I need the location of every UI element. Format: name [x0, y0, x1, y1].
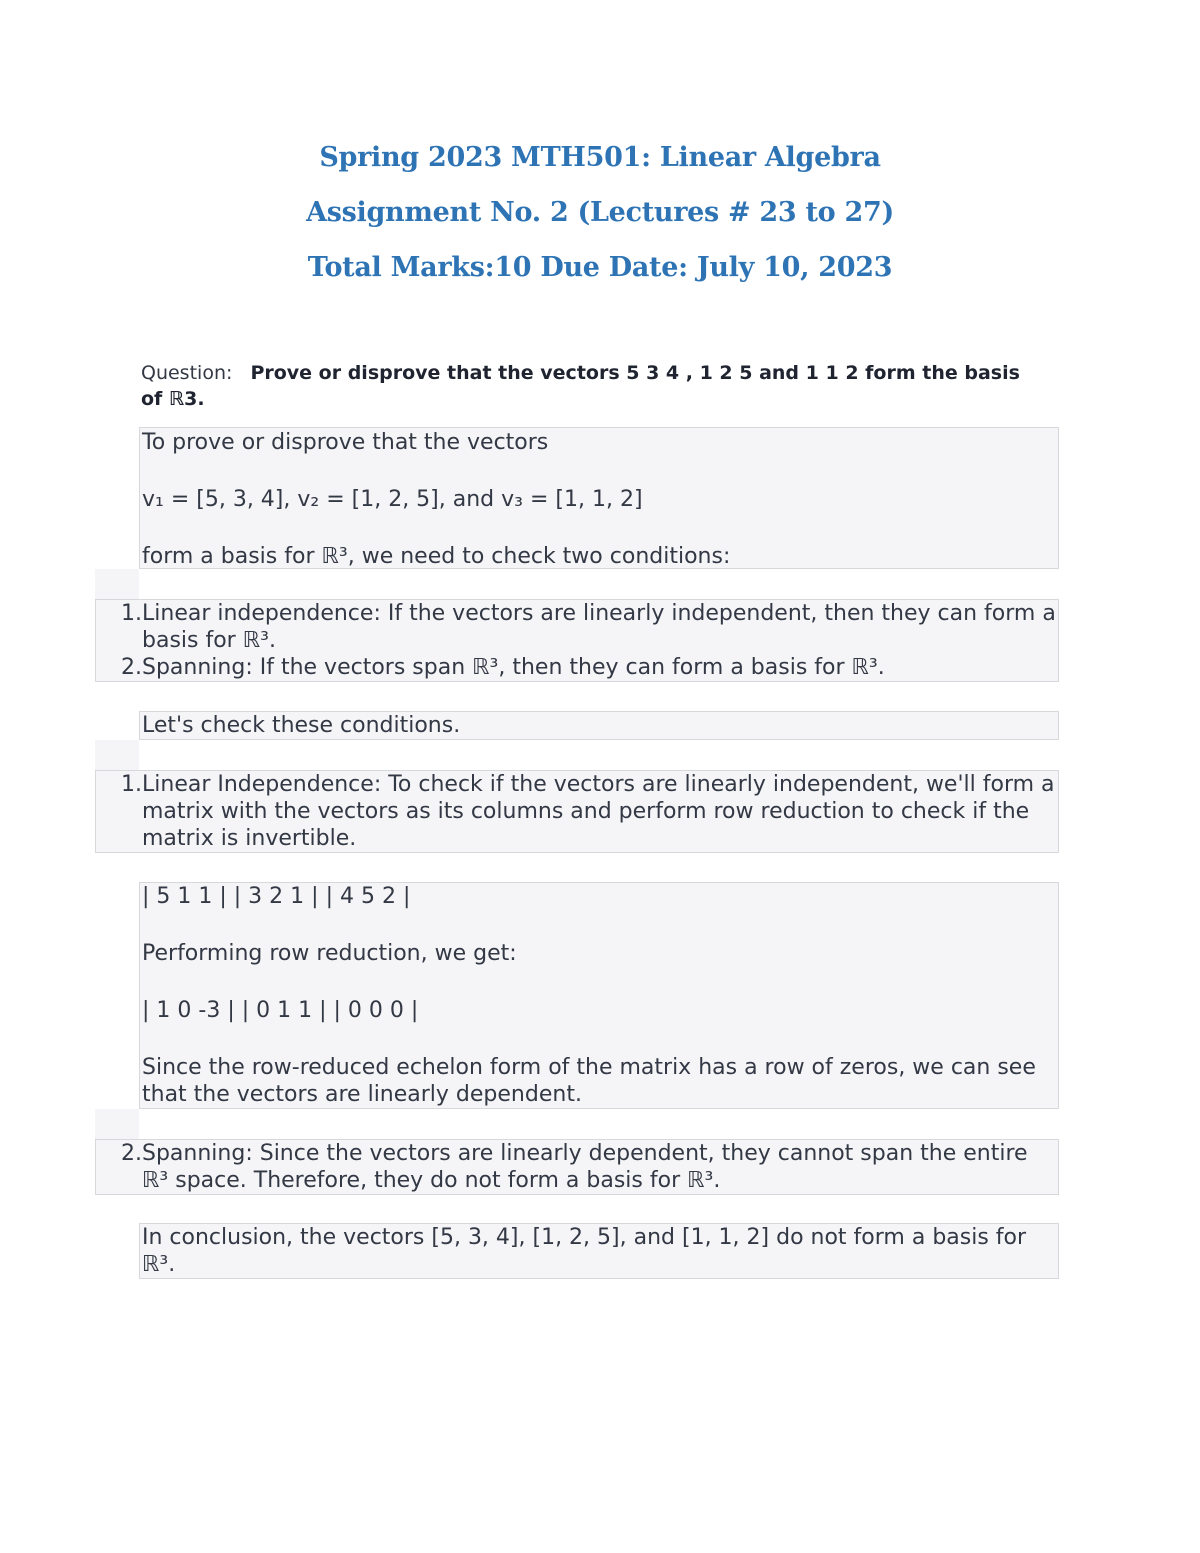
- marks-due-date: Total Marks:10 Due Date: July 10, 2023: [307, 252, 893, 283]
- dependence-note: Since the row-reduced echelon form of the matrix has a row of zeros, we can see that the vectors are linearly dependent.: [142, 1055, 1036, 1107]
- check-box: [139, 711, 1059, 740]
- condition-text: Linear independence: If the vectors are linearly independent, then they can form a basis for ℝ³.: [142, 601, 1056, 653]
- list-number: 1.: [121, 601, 142, 626]
- gutter-strip: [95, 1109, 139, 1139]
- document-title: Spring 2023 MTH501: Linear Algebra: [319, 142, 881, 173]
- intro-text-1: To prove or disprove that the vectors: [142, 430, 549, 455]
- gutter-strip: [95, 740, 139, 770]
- row-reduction-label: Performing row reduction, we get:: [142, 941, 517, 966]
- list-item: [96, 1140, 1058, 1194]
- conclusion-box: [139, 1223, 1059, 1279]
- vector-definitions: v₁ = [5, 3, 4], v₂ = [1, 2, 5], and v₃ = [1, 1, 2]: [142, 487, 643, 512]
- reduced-matrix-line: | 1 0 -3 | | 0 1 1 | | 0 0 0 |: [142, 998, 419, 1023]
- step-1-text: Linear Independence: To check if the vectors are linearly independent, we'll form a matrix with the vectors as its columns and perform row reduction to check if the matrix is invertible.: [142, 772, 1055, 851]
- conclusion-text: In conclusion, the vectors [5, 3, 4], [1, 2, 5], and [1, 1, 2] do not form a basis for ℝ³.: [142, 1225, 1027, 1277]
- question-block: [141, 360, 1021, 412]
- condition-text: Spanning: If the vectors span ℝ³, then they can form a basis for ℝ³.: [142, 655, 885, 680]
- answer-intro-box: [139, 427, 1059, 569]
- step-2-list: [95, 1139, 1059, 1195]
- list-item: [96, 600, 1058, 654]
- list-item: [96, 771, 1058, 852]
- step-1-list: [95, 770, 1059, 853]
- gutter-strip: [95, 569, 139, 599]
- check-line: Let's check these conditions.: [142, 713, 461, 738]
- intro-text-3: form a basis for ℝ³, we need to check two conditions:: [142, 544, 731, 569]
- matrix-box: [139, 882, 1059, 1109]
- assignment-subtitle: Assignment No. 2 (Lectures # 23 to 27): [306, 197, 894, 228]
- question-text: Prove or disprove that the vectors 5 3 4 , 1 2 5 and 1 1 2 form the basis of ℝ3.: [141, 362, 1020, 410]
- list-number: 2.: [121, 655, 142, 680]
- matrix-line: | 5 1 1 | | 3 2 1 | | 4 5 2 |: [142, 884, 411, 909]
- list-number: 2.: [121, 1141, 142, 1166]
- list-number: 1.: [121, 772, 142, 797]
- question-label: Question:: [141, 362, 233, 384]
- step-2-text: Spanning: Since the vectors are linearly dependent, they cannot span the entire ℝ³ space. Therefore, they do not form a basis for ℝ³.: [142, 1141, 1028, 1193]
- conditions-list: [95, 599, 1059, 682]
- list-item: [96, 654, 1058, 681]
